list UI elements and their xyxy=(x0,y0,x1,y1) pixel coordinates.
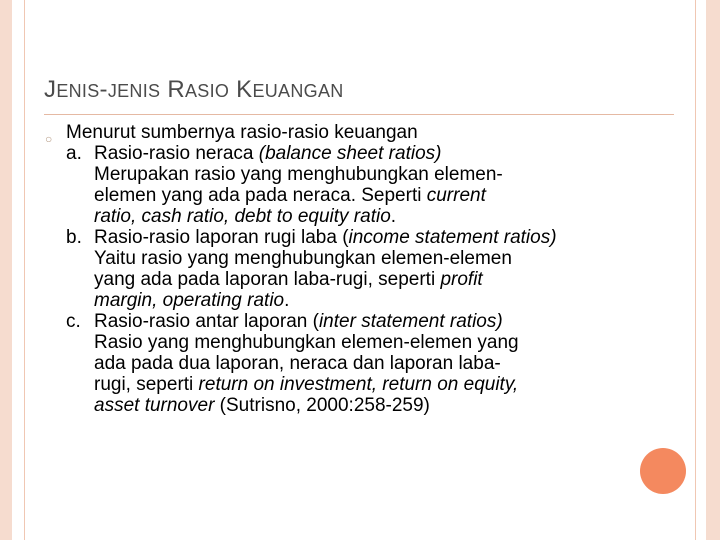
slide-content xyxy=(66,122,626,416)
item-description: Rasio yang menghubungkan elemen-elemen yang ada pada dua laporan, neraca dan laporan laba- rugi, seperti return on investment, return on equity, asset turnover (Sutrisno, 2000:258-259) xyxy=(94,332,519,416)
list-marker: b. xyxy=(66,227,82,248)
list-item-c xyxy=(66,311,626,416)
bullet-icon: ○ xyxy=(45,132,53,146)
item-description: Merupakan rasio yang menghubungkan elemen- elemen yang ada pada neraca. Seperti current ratio, cash ratio, debt to equity ratio. xyxy=(94,164,503,227)
decorative-circle xyxy=(640,448,686,494)
item-heading: Rasio-rasio neraca (balance sheet ratios) xyxy=(94,143,442,164)
intro-text: Menurut sumbernya rasio-rasio keuangan xyxy=(66,122,418,143)
slide-title: JENIS-JENIS RASIO KEUANGAN xyxy=(44,76,344,103)
list-item-b xyxy=(66,227,626,311)
item-heading: Rasio-rasio antar laporan (inter statement ratios) xyxy=(94,311,503,332)
item-description: Yaitu rasio yang menghubungkan elemen-elemen yang ada pada laporan laba-rugi, seperti profit margin, operating ratio. xyxy=(94,248,512,311)
title-divider xyxy=(44,114,674,115)
list-item-a xyxy=(66,143,626,227)
list-marker: a. xyxy=(66,143,82,164)
list-marker: c. xyxy=(66,311,81,332)
item-heading: Rasio-rasio laporan rugi laba (income statement ratios) xyxy=(94,227,557,248)
